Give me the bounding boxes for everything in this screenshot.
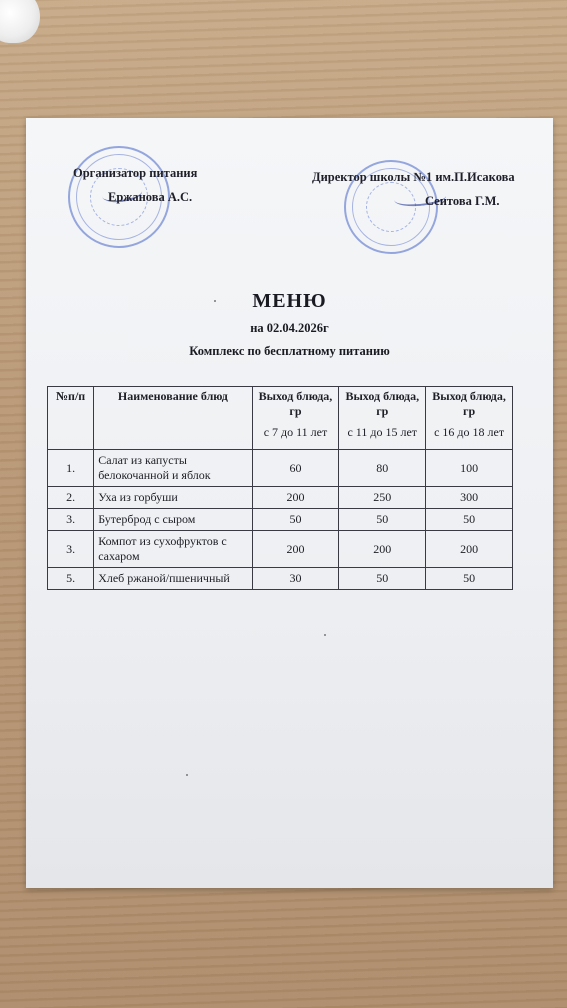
menu-table bbox=[47, 386, 513, 590]
director-name: Сеитова Г.М. bbox=[425, 194, 500, 208]
organizer-name: Ержанова А.С. bbox=[108, 190, 193, 204]
row-yield-11-15: 50 bbox=[339, 568, 426, 590]
row-num: 1. bbox=[48, 450, 94, 487]
row-yield-16-18: 100 bbox=[426, 450, 513, 487]
director-title: Директор школы №1 им.П.Исакова bbox=[312, 170, 515, 184]
menu-document bbox=[26, 118, 553, 888]
organizer-block bbox=[73, 166, 198, 204]
row-dish-name: Компот из сухофруктов с сахаром bbox=[94, 531, 252, 568]
header-yield-7-11-age: с 7 до 11 лет bbox=[263, 425, 328, 439]
row-num: 5. bbox=[48, 568, 94, 590]
row-dish-name: Салат из капусты белокочанной и яблок bbox=[94, 450, 252, 487]
header-yield-11-15 bbox=[339, 387, 426, 450]
row-yield-16-18: 50 bbox=[426, 509, 513, 531]
header-yield-16-18-age: с 16 до 18 лет bbox=[434, 425, 505, 439]
menu-subtitle: Комплекс по бесплатному питанию bbox=[189, 344, 390, 358]
row-yield-16-18: 50 bbox=[426, 568, 513, 590]
row-yield-7-11: 200 bbox=[252, 487, 339, 509]
row-yield-11-15: 200 bbox=[339, 531, 426, 568]
table-header-row bbox=[48, 387, 513, 450]
row-yield-7-11: 60 bbox=[252, 450, 339, 487]
header-yield-16-18 bbox=[426, 387, 513, 450]
table-row bbox=[48, 450, 513, 487]
page-title: МЕНЮ bbox=[252, 290, 327, 312]
header-yield-11-15-age: с 11 до 15 лет bbox=[347, 425, 418, 439]
director-block bbox=[312, 170, 515, 208]
header-dish-name: Наименование блюд bbox=[94, 387, 252, 450]
table-row bbox=[48, 531, 513, 568]
row-yield-7-11: 200 bbox=[252, 531, 339, 568]
row-yield-7-11: 50 bbox=[252, 509, 339, 531]
header-num: №п/п bbox=[48, 387, 94, 450]
header-yield-11-15-title: Выход блюда, гр bbox=[345, 389, 420, 418]
row-dish-name: Бутерброд с сыром bbox=[94, 509, 252, 531]
row-yield-16-18: 300 bbox=[426, 487, 513, 509]
row-yield-7-11: 30 bbox=[252, 568, 339, 590]
row-yield-11-15: 250 bbox=[339, 487, 426, 509]
row-num: 3. bbox=[48, 531, 94, 568]
table-row bbox=[48, 568, 513, 590]
row-yield-11-15: 80 bbox=[339, 450, 426, 487]
paper-speck bbox=[186, 774, 188, 776]
row-dish-name: Хлеб ржаной/пшеничный bbox=[94, 568, 252, 590]
row-yield-16-18: 200 bbox=[426, 531, 513, 568]
row-dish-name: Уха из горбуши bbox=[94, 487, 252, 509]
header-yield-7-11-title: Выход блюда, гр bbox=[258, 389, 333, 418]
paper-speck bbox=[324, 634, 326, 636]
paper-speck bbox=[214, 300, 216, 302]
header-yield-16-18-title: Выход блюда, гр bbox=[432, 389, 506, 418]
table-row bbox=[48, 487, 513, 509]
organizer-title: Организатор питания bbox=[73, 166, 198, 180]
row-yield-11-15: 50 bbox=[339, 509, 426, 531]
tissue-object bbox=[0, 0, 40, 43]
header-yield-7-11 bbox=[252, 387, 339, 450]
row-num: 2. bbox=[48, 487, 94, 509]
row-num: 3. bbox=[48, 509, 94, 531]
menu-date: на 02.04.2026г bbox=[250, 321, 329, 335]
table-row bbox=[48, 509, 513, 531]
